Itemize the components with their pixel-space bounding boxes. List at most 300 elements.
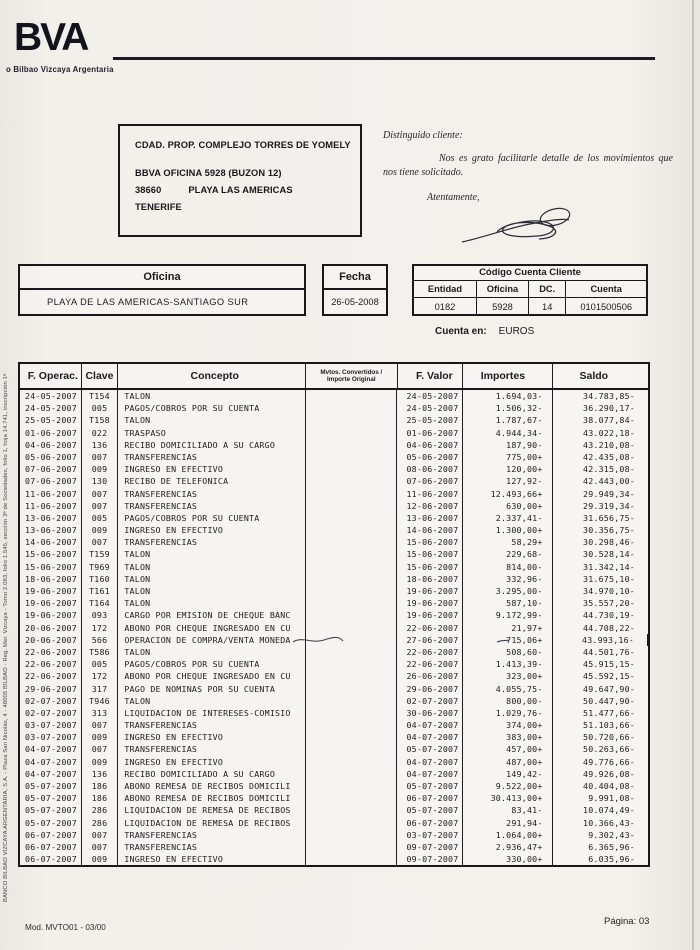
cell-concepto: TALON [118, 548, 306, 560]
cell-f-valor: 24-05-2007 [397, 390, 463, 402]
cell-saldo: 50.447,90- [583, 695, 635, 706]
cell-mvtos-convertidos [306, 695, 397, 707]
cell-saldo: 6.365,96- [588, 841, 635, 852]
cell-f-operac: 03-07-2007 [20, 731, 82, 743]
bbva-logo [14, 16, 118, 60]
cell-f-valor: 07-06-2007 [397, 475, 463, 487]
cell-clave: 009 [82, 524, 119, 536]
cell-mvtos-convertidos [306, 390, 397, 402]
cell-f-valor: 18-06-2007 [397, 573, 463, 585]
cell-clave: 007 [82, 829, 119, 841]
cell-importes: 12.493,66+ [463, 488, 552, 500]
office-value: PLAYA DE LAS AMERICAS-SANTIAGO SUR [47, 297, 249, 307]
cell-concepto: INGRESO EN EFECTIVO [118, 756, 306, 768]
cell-f-operac: 07-06-2007 [20, 475, 82, 487]
cell-clave: T969 [82, 561, 119, 573]
cell-f-operac: 14-06-2007 [20, 536, 82, 548]
oficina-header: Oficina [477, 281, 529, 297]
page-number: Página: 03 [604, 916, 650, 927]
cell-saldo: 9.991,08- [588, 793, 635, 804]
table-row [20, 780, 648, 792]
cell-importes: 127,92- [463, 475, 552, 487]
table-row [20, 573, 648, 585]
cell-concepto: ABONO POR CHEQUE INGRESADO EN CU [118, 622, 306, 634]
cell-importes: 229,68- [463, 548, 552, 560]
cell-saldo: 44.708,22- [583, 622, 635, 633]
cell-f-valor: 30-06-2007 [397, 707, 463, 719]
cell-saldo: 51.103,66- [583, 720, 635, 731]
cell-importes: 374,00+ [463, 719, 552, 731]
cell-clave: 286 [82, 817, 119, 829]
table-row [20, 561, 648, 573]
cell-concepto: INGRESO EN EFECTIVO [118, 853, 306, 865]
table-row [20, 524, 648, 536]
cell-saldo: 43.022,18- [583, 427, 635, 438]
cell-concepto: RECIBO DOMICILIADO A SU CARGO [118, 439, 306, 451]
cell-f-valor: 12-06-2007 [397, 500, 463, 512]
cell-f-operac: 06-07-2007 [20, 829, 82, 841]
cell-saldo: 29.949,34- [583, 488, 635, 499]
bank-name-subtext: o Bilbao Vizcaya Argentaria [6, 65, 114, 74]
cell-mvtos-convertidos [306, 488, 397, 500]
cell-f-valor: 05-07-2007 [397, 780, 463, 792]
cell-saldo: 29.319,34- [583, 500, 635, 511]
table-row [20, 829, 648, 841]
header-f-valor: F. Valor [398, 364, 464, 388]
cell-f-valor: 09-07-2007 [397, 853, 463, 865]
cell-f-valor: 01-06-2007 [397, 427, 463, 439]
recipient-province: TENERIFE [135, 202, 182, 212]
table-row [20, 719, 648, 731]
header-clave: Clave [82, 364, 119, 388]
header-f-operac: F. Operac. [20, 364, 82, 388]
cell-mvtos-convertidos [306, 670, 397, 682]
cell-mvtos-convertidos [306, 573, 397, 585]
cell-importes: 630,00+ [463, 500, 552, 512]
cell-f-operac: 03-07-2007 [20, 719, 82, 731]
recipient-city-line [135, 185, 352, 195]
cell-concepto: TRANSFERENCIAS [118, 829, 306, 841]
cell-mvtos-convertidos [306, 463, 397, 475]
cell-clave: 286 [82, 804, 119, 816]
cell-clave: 007 [82, 719, 119, 731]
recipient-postal-code: 38660 [135, 185, 162, 195]
table-row [20, 646, 648, 658]
cell-mvtos-convertidos [306, 500, 397, 512]
cell-clave: 009 [82, 463, 119, 475]
cell-concepto: TALON [118, 561, 306, 573]
cell-concepto: INGRESO EN EFECTIVO [118, 731, 306, 743]
cell-f-valor: 19-06-2007 [397, 585, 463, 597]
cell-mvtos-convertidos [306, 609, 397, 621]
recipient-name: CDAD. PROP. COMPLEJO TORRES DE YOMELY [135, 140, 351, 150]
letter-closing: Atentamente, [427, 192, 480, 203]
table-row [20, 488, 648, 500]
date-box [322, 264, 388, 316]
cell-f-operac: 24-05-2007 [20, 390, 82, 402]
cell-f-valor: 19-06-2007 [397, 609, 463, 621]
cell-f-operac: 24-05-2007 [20, 402, 82, 414]
cell-f-operac: 22-06-2007 [20, 646, 82, 658]
cell-concepto: INGRESO EN EFECTIVO [118, 524, 306, 536]
cell-mvtos-convertidos [306, 731, 397, 743]
cell-mvtos-convertidos [306, 804, 397, 816]
cell-saldo: 30.528,14- [583, 549, 635, 560]
cell-clave: 007 [82, 500, 119, 512]
cell-importes: 9.522,00+ [463, 780, 552, 792]
cell-importes: 1.413,39- [463, 658, 552, 670]
cell-mvtos-convertidos [306, 585, 397, 597]
cell-f-valor: 05-07-2007 [397, 804, 463, 816]
cell-saldo: 49.776,66- [583, 756, 635, 767]
cell-saldo: 9.302,43- [588, 829, 635, 840]
cell-concepto: TALON [118, 390, 306, 402]
cell-concepto: TRANSFERENCIAS [118, 743, 306, 755]
cell-importes: 457,00+ [463, 743, 552, 755]
cell-saldo: 50.720,66- [583, 732, 635, 743]
cell-saldo: 43.993,16- [553, 634, 648, 646]
cell-mvtos-convertidos [306, 439, 397, 451]
cell-concepto: LIQUIDACION DE INTERESES-COMISIO [118, 707, 306, 719]
cell-mvtos-convertidos [306, 707, 397, 719]
cell-mvtos-convertidos [306, 634, 397, 646]
cell-mvtos-convertidos [306, 475, 397, 487]
table-row [20, 731, 648, 743]
table-row [20, 463, 648, 475]
cell-f-valor: 15-06-2007 [397, 561, 463, 573]
cell-saldo: 34.783,85- [583, 391, 635, 401]
cell-concepto: CARGO POR EMISION DE CHEQUE BANC [118, 609, 306, 621]
cell-clave: T164 [82, 597, 119, 609]
cell-f-operac: 07-06-2007 [20, 463, 82, 475]
cell-clave: 186 [82, 780, 119, 792]
header-importes: Importes [463, 364, 552, 388]
cell-clave: 022 [82, 427, 119, 439]
currency-value: EUROS [498, 326, 535, 337]
cell-saldo: 31.342,14- [583, 561, 635, 572]
transactions-table [18, 362, 650, 867]
cell-clave: 172 [82, 622, 119, 634]
form-model-code: Mod. MVTO01 - 03/00 [25, 923, 106, 932]
cell-concepto: ABONO REMESA DE RECIBOS DOMICILI [118, 792, 306, 804]
cell-mvtos-convertidos [306, 792, 397, 804]
entidad-value: 0182 [414, 298, 477, 316]
table-row [20, 792, 648, 804]
table-row [20, 658, 648, 670]
cell-mvtos-convertidos [306, 561, 397, 573]
table-row [20, 634, 648, 646]
cell-saldo: 10.366,43- [583, 817, 635, 828]
cuenta-header: Cuenta [590, 284, 622, 294]
cell-clave: 009 [82, 853, 119, 865]
cell-importes: 323,00+ [463, 670, 552, 682]
recipient-city: PLAYA LAS AMERICAS [188, 185, 293, 195]
cell-saldo: 38.077,84- [583, 415, 635, 426]
header-saldo: Saldo [579, 370, 609, 382]
bbva-logo-text: BVA [14, 16, 88, 59]
cell-clave: 186 [82, 792, 119, 804]
cell-f-operac: 01-06-2007 [20, 427, 82, 439]
cell-importes: 330,00+ [463, 853, 552, 865]
cell-mvtos-convertidos [306, 402, 397, 414]
cell-saldo: 35.557,20- [583, 598, 635, 609]
cell-f-operac: 11-06-2007 [20, 500, 82, 512]
table-row [20, 475, 648, 487]
signature-scribble [459, 205, 579, 247]
currency-line [435, 326, 534, 337]
cell-f-valor: 15-06-2007 [397, 548, 463, 560]
cell-f-valor: 04-06-2007 [397, 439, 463, 451]
table-row [20, 622, 648, 634]
cell-f-operac: 05-07-2007 [20, 817, 82, 829]
cell-importes: 814,00- [463, 561, 552, 573]
letter-body: Nos es grato facilitarle detalle de los movimientos que nos tiene solicitado. [383, 153, 673, 178]
cell-f-operac: 05-06-2007 [20, 451, 82, 463]
cell-f-valor: 05-06-2007 [397, 451, 463, 463]
cell-mvtos-convertidos [306, 841, 397, 853]
letter-block [383, 130, 673, 247]
cell-saldo: 43.210,08- [583, 439, 635, 450]
cell-saldo: 31.656,75- [583, 512, 635, 523]
cell-importes: 120,00+ [463, 463, 552, 475]
cell-saldo: 44.730,19- [583, 610, 635, 621]
cell-saldo: 44.501,76- [583, 646, 635, 657]
cell-importes: 149,42- [463, 768, 552, 780]
cell-concepto: TALON [118, 573, 306, 585]
cell-importes: 1.787,67- [463, 414, 552, 426]
cell-clave: 009 [82, 731, 119, 743]
cell-concepto: TALON [118, 585, 306, 597]
cell-clave: 005 [82, 402, 119, 414]
cell-clave: T946 [82, 695, 119, 707]
cell-saldo: 30.298,46- [583, 537, 635, 548]
cell-f-valor: 29-06-2007 [397, 683, 463, 695]
cell-importes: 587,10- [463, 597, 552, 609]
cell-f-valor: 22-06-2007 [397, 622, 463, 634]
cell-clave: T586 [82, 646, 119, 658]
cell-f-operac: 13-06-2007 [20, 524, 82, 536]
table-row [20, 597, 648, 609]
cell-concepto: TRASPASO [118, 427, 306, 439]
cell-saldo: 36.290,17- [583, 403, 635, 414]
header-mvtos-convertidos: Mvtos. Convertidos / Importe Original [306, 364, 397, 388]
cell-importes: 187,90- [463, 439, 552, 451]
cell-concepto: PAGOS/COBROS POR SU CUENTA [118, 402, 306, 414]
cell-concepto: TRANSFERENCIAS [118, 841, 306, 853]
cell-concepto: INGRESO EN EFECTIVO [118, 463, 306, 475]
date-value: 26-05-2008 [331, 297, 379, 307]
cell-f-operac: 06-07-2007 [20, 841, 82, 853]
table-row [20, 817, 648, 829]
cell-concepto: PAGOS/COBROS POR SU CUENTA [118, 658, 306, 670]
cell-f-valor: 04-07-2007 [397, 756, 463, 768]
cell-mvtos-convertidos [306, 414, 397, 426]
cell-mvtos-convertidos [306, 597, 397, 609]
cell-importes: 30.413,00+ [463, 792, 552, 804]
cuenta-value: 0101500506 [580, 302, 633, 312]
cell-f-operac: 05-07-2007 [20, 792, 82, 804]
cell-f-valor: 27-06-2007 [397, 634, 463, 646]
cell-f-valor: 13-06-2007 [397, 512, 463, 524]
cell-importes: 21,97+ [463, 622, 552, 634]
cell-f-operac: 18-06-2007 [20, 573, 82, 585]
cell-f-valor: 09-07-2007 [397, 841, 463, 853]
office-box [18, 264, 306, 316]
account-code-values [414, 298, 646, 316]
account-code-box [412, 264, 648, 316]
cell-mvtos-convertidos [306, 536, 397, 548]
cell-concepto: PAGO DE NOMINAS POR SU CUENTA [118, 683, 306, 695]
table-row [20, 853, 648, 865]
table-row [20, 390, 648, 402]
cell-concepto: TALON [118, 646, 306, 658]
cell-f-operac: 06-07-2007 [20, 853, 82, 865]
legal-side-text: BANCO BILBAO VIZCAYA ARGENTARIA, S.A. - Plaza San Nicolás, 4 - 48005 BILBAO - Reg. Mer. Vizcaya - Tomo 2.083, folio 1.545, sección 3ª de Sociedades, folio 1, hoja 14.741, inscripción 1ª [3, 373, 9, 902]
cell-f-operac: 11-06-2007 [20, 488, 82, 500]
cell-saldo: 49.926,08- [583, 768, 635, 779]
cell-clave: 009 [82, 756, 119, 768]
cell-f-operac: 04-06-2007 [20, 439, 82, 451]
cell-concepto: TALON [118, 597, 306, 609]
cell-concepto: OPERACION DE COMPRA/VENTA MONEDA [118, 634, 306, 646]
cell-mvtos-convertidos [306, 658, 397, 670]
table-row [20, 500, 648, 512]
table-row [20, 439, 648, 451]
currency-label: Cuenta en: [435, 326, 487, 337]
cell-mvtos-convertidos [306, 817, 397, 829]
cell-f-operac: 15-06-2007 [20, 561, 82, 573]
cell-importes: 58,29+ [463, 536, 552, 548]
cell-importes: 1.064,00+ [463, 829, 552, 841]
cell-f-valor: 15-06-2007 [397, 536, 463, 548]
cell-mvtos-convertidos [306, 683, 397, 695]
cell-f-operac: 05-07-2007 [20, 780, 82, 792]
table-row [20, 707, 648, 719]
cell-f-operac: 19-06-2007 [20, 585, 82, 597]
cell-f-operac: 04-07-2007 [20, 768, 82, 780]
dc-value: 14 [529, 298, 566, 316]
recipient-address-box [118, 124, 362, 237]
cell-concepto: TALON [118, 414, 306, 426]
transactions-header [20, 364, 648, 390]
cell-f-valor: 04-07-2007 [397, 768, 463, 780]
cell-f-operac: 29-06-2007 [20, 683, 82, 695]
cell-f-valor: 04-07-2007 [397, 731, 463, 743]
cell-saldo: 10.074,49- [583, 805, 635, 816]
cell-saldo: 51.477,66- [583, 707, 635, 718]
cell-f-operac: 13-06-2007 [20, 512, 82, 524]
cell-clave: 317 [82, 683, 119, 695]
cell-concepto: TRANSFERENCIAS [118, 451, 306, 463]
cell-clave: T154 [82, 390, 119, 402]
cell-importes: 1.506,32- [463, 402, 552, 414]
recipient-office-line: BBVA OFICINA 5928 (BUZON 12) [135, 168, 282, 178]
cell-f-valor: 06-07-2007 [397, 817, 463, 829]
cell-clave: 172 [82, 670, 119, 682]
cell-clave: 566 [82, 634, 119, 646]
cell-importes: 487,00+ [463, 756, 552, 768]
cell-f-operac: 20-06-2007 [20, 634, 82, 646]
cell-saldo: 49.647,90- [583, 683, 635, 694]
table-row [20, 743, 648, 755]
table-row [20, 402, 648, 414]
cell-clave: 007 [82, 451, 119, 463]
cell-f-valor: 22-06-2007 [397, 658, 463, 670]
table-row [20, 609, 648, 621]
cell-concepto: LIQUIDACION DE REMESA DE RECIBOS [118, 804, 306, 816]
cell-importes: 383,00+ [463, 731, 552, 743]
cell-mvtos-convertidos [306, 548, 397, 560]
cell-clave: T159 [82, 548, 119, 560]
table-row [20, 695, 648, 707]
cell-saldo: 45.915,15- [583, 659, 635, 670]
date-label: Fecha [324, 266, 386, 290]
cell-concepto: ABONO REMESA DE RECIBOS DOMICILI [118, 780, 306, 792]
cell-clave: 007 [82, 743, 119, 755]
table-row [20, 548, 648, 560]
cell-mvtos-convertidos [306, 829, 397, 841]
cell-mvtos-convertidos [306, 853, 397, 865]
cell-importes: 4.944,34- [463, 427, 552, 439]
cell-importes: 775,00+ [463, 451, 552, 463]
cell-f-valor: 26-06-2007 [397, 670, 463, 682]
cell-concepto: RECIBO DE TELEFONICA [118, 475, 306, 487]
cell-concepto: TRANSFERENCIAS [118, 536, 306, 548]
cell-importes: 4.055,75- [463, 683, 552, 695]
cell-clave: T160 [82, 573, 119, 585]
cell-f-operac: 22-06-2007 [20, 658, 82, 670]
cell-f-valor: 14-06-2007 [397, 524, 463, 536]
cell-saldo: 6.035,96- [588, 854, 635, 865]
cell-mvtos-convertidos [306, 524, 397, 536]
cell-f-valor: 22-06-2007 [397, 646, 463, 658]
cell-clave: 093 [82, 609, 119, 621]
cell-f-operac: 19-06-2007 [20, 609, 82, 621]
table-row [20, 427, 648, 439]
table-row [20, 451, 648, 463]
cell-clave: 007 [82, 841, 119, 853]
cell-f-valor: 11-06-2007 [397, 488, 463, 500]
cell-f-valor: 05-07-2007 [397, 743, 463, 755]
cell-saldo: 31.675,10- [583, 573, 635, 584]
cell-importes: 800,00- [463, 695, 552, 707]
cell-concepto: PAGOS/COBROS POR SU CUENTA [118, 512, 306, 524]
cell-f-operac: 20-06-2007 [20, 622, 82, 634]
cell-saldo: 40.404,08- [583, 781, 635, 791]
cell-f-valor: 06-07-2007 [397, 792, 463, 804]
cell-saldo: 30.356,75- [583, 525, 635, 536]
cell-mvtos-convertidos [306, 427, 397, 439]
table-row [20, 841, 648, 853]
cell-saldo: 42.315,08- [583, 464, 635, 475]
cell-importes: 508,60- [463, 646, 552, 658]
cell-clave: 007 [82, 536, 119, 548]
office-label: Oficina [20, 266, 304, 290]
cell-saldo: 42.435,08- [583, 451, 635, 462]
cell-clave: 007 [82, 488, 119, 500]
account-code-title: Código Cuenta Cliente [414, 266, 646, 281]
cell-concepto: TRANSFERENCIAS [118, 500, 306, 512]
cell-mvtos-convertidos [306, 622, 397, 634]
table-row [20, 804, 648, 816]
cell-clave: 136 [82, 439, 119, 451]
table-row [20, 512, 648, 524]
table-row [20, 585, 648, 597]
cell-importes: 291,94- [463, 817, 552, 829]
cell-f-operac: 19-06-2007 [20, 597, 82, 609]
cell-importes: 1.694,03- [463, 390, 552, 402]
scan-page-edge [692, 0, 694, 950]
